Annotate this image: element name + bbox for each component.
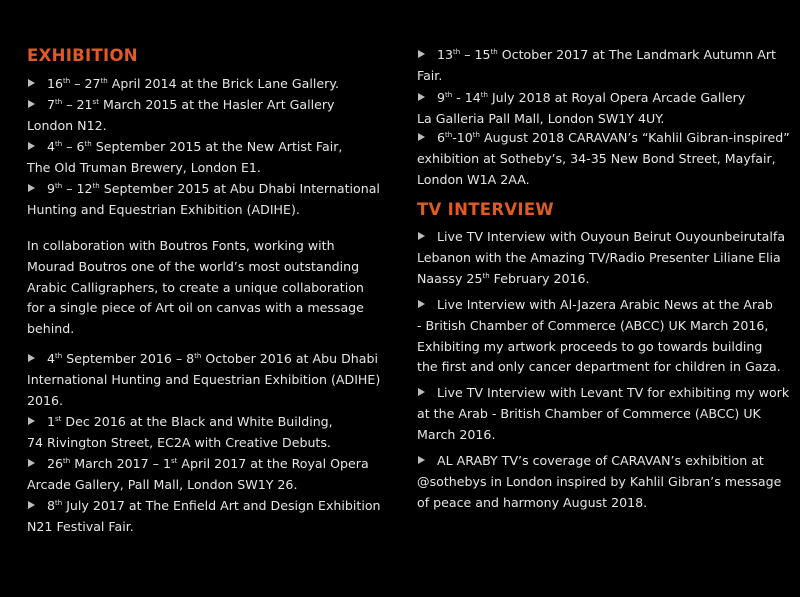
- list-item-line: 6th-10th August 2018 CARAVAN’s “Kahlil Gibran-inspired”: [417, 128, 787, 149]
- list-item-line: Naassy 25th February 2016.: [417, 270, 590, 286]
- triangle-bullet-icon: [28, 417, 35, 425]
- tv-interview-heading: TV INTERVIEW: [417, 200, 554, 219]
- list-item-line: N21 Festival Fair.: [27, 518, 134, 534]
- triangle-bullet-icon: [418, 456, 425, 464]
- triangle-bullet-icon: [28, 79, 35, 87]
- list-item-line: AL ARABY TV’s coverage of CARAVAN’s exhibition at: [417, 451, 787, 472]
- collaboration-paragraph: [27, 236, 383, 340]
- list-item-line: 9th - 14th July 2018 at Royal Opera Arcade Gallery: [417, 88, 787, 109]
- list-item-line: at the Arab - British Chamber of Commerce (ABCC) UK: [417, 405, 761, 421]
- list-item-line: Live Interview with Al-Jazera Arabic News at the Arab: [417, 295, 787, 316]
- list-item: [417, 227, 787, 289]
- list-item-line: 7th – 21st March 2015 at the Hasler Art Gallery: [27, 95, 383, 116]
- list-item-line: Hunting and Equestrian Exhibition (ADIHE).: [27, 201, 300, 217]
- collaboration-line: for a single piece of Art oil on canvas with a message: [27, 300, 364, 316]
- list-item-line: Exhibiting my artwork proceeds to go towards building: [417, 338, 763, 354]
- list-item: [417, 383, 790, 445]
- triangle-bullet-icon: [28, 459, 35, 467]
- collaboration-line: Arabic Calligraphers, to create a unique collaboration: [27, 279, 364, 295]
- list-item-line: The Old Truman Brewery, London E1.: [27, 159, 261, 175]
- list-item-line: 26th March 2017 – 1st April 2017 at the Royal Opera: [27, 454, 383, 475]
- collaboration-line: In collaboration with Boutros Fonts, working with: [27, 238, 335, 253]
- list-item: [417, 128, 790, 190]
- list-item-line: Live TV Interview with Levant TV for exhibiting my work: [417, 383, 787, 404]
- list-item-line: 74 Rivington Street, EC2A with Creative Debuts.: [27, 434, 331, 450]
- collaboration-line: Mourad Boutros one of the world’s most outstanding: [27, 258, 360, 274]
- list-item: [417, 88, 787, 130]
- triangle-bullet-icon: [28, 184, 35, 192]
- list-item: [27, 496, 383, 538]
- list-item-line: 13th – 15th October 2017 at The Landmark Autumn Art: [417, 45, 787, 66]
- list-item: [27, 137, 383, 179]
- list-item-line: Arcade Gallery, Pall Mall, London SW1Y 26.: [27, 476, 298, 492]
- list-item-line: 9th – 12th September 2015 at Abu Dhabi International: [27, 179, 383, 200]
- list-item-line: exhibition at Sotheby’s, 34-35 New Bond Street, Mayfair,: [417, 150, 776, 166]
- triangle-bullet-icon: [28, 501, 35, 509]
- list-item-line: - British Chamber of Commerce (ABCC) UK March 2016,: [417, 317, 769, 333]
- list-item: [417, 295, 787, 378]
- list-item-line: March 2016.: [417, 426, 496, 442]
- list-item-line: 1st Dec 2016 at the Black and White Building,: [27, 412, 383, 433]
- list-item-line: International Hunting and Equestrian Exhibition (ADIHE): [27, 371, 381, 387]
- collaboration-line: behind.: [27, 321, 75, 337]
- triangle-bullet-icon: [418, 50, 425, 58]
- list-item-line: London N12.: [27, 117, 107, 133]
- list-item-line: Fair.: [417, 67, 443, 83]
- list-item-line: Live TV Interview with Ouyoun Beirut Ouyounbeirutalfa: [417, 227, 787, 248]
- triangle-bullet-icon: [28, 100, 35, 108]
- list-item: [27, 74, 383, 95]
- triangle-bullet-icon: [28, 142, 35, 150]
- triangle-bullet-icon: [418, 133, 425, 141]
- triangle-bullet-icon: [28, 354, 35, 362]
- list-item-line: La Galleria Pall Mall, London SW1Y 4UY.: [417, 110, 665, 126]
- list-item: [27, 179, 383, 221]
- list-item-line: 4th – 6th September 2015 at the New Artist Fair,: [27, 137, 383, 158]
- list-item: [27, 412, 383, 454]
- list-item-line: 16th – 27th April 2014 at the Brick Lane Gallery.: [27, 74, 383, 95]
- list-item-line: 4th September 2016 – 8th October 2016 at Abu Dhabi: [27, 349, 383, 370]
- exhibition-heading: EXHIBITION: [27, 46, 138, 65]
- list-item-line: of peace and harmony August 2018.: [417, 494, 648, 510]
- list-item-line: Lebanon with the Amazing TV/Radio Presenter Liliane Elia: [417, 249, 781, 265]
- list-item: [27, 349, 383, 411]
- list-item: [27, 454, 383, 496]
- triangle-bullet-icon: [418, 93, 425, 101]
- list-item: [417, 451, 787, 513]
- list-item-line: the first and only cancer department for children in Gaza.: [417, 359, 781, 375]
- list-item-line: @sothebys in London inspired by Kahlil Gibran’s message: [417, 473, 782, 489]
- list-item: [417, 45, 787, 87]
- list-item: [27, 95, 383, 137]
- list-item-line: London W1A 2AA.: [417, 171, 530, 187]
- triangle-bullet-icon: [418, 300, 425, 308]
- triangle-bullet-icon: [418, 232, 425, 240]
- list-item-line: 2016.: [27, 392, 64, 408]
- list-item-line: 8th July 2017 at The Enfield Art and Design Exhibition: [27, 496, 383, 517]
- triangle-bullet-icon: [418, 388, 425, 396]
